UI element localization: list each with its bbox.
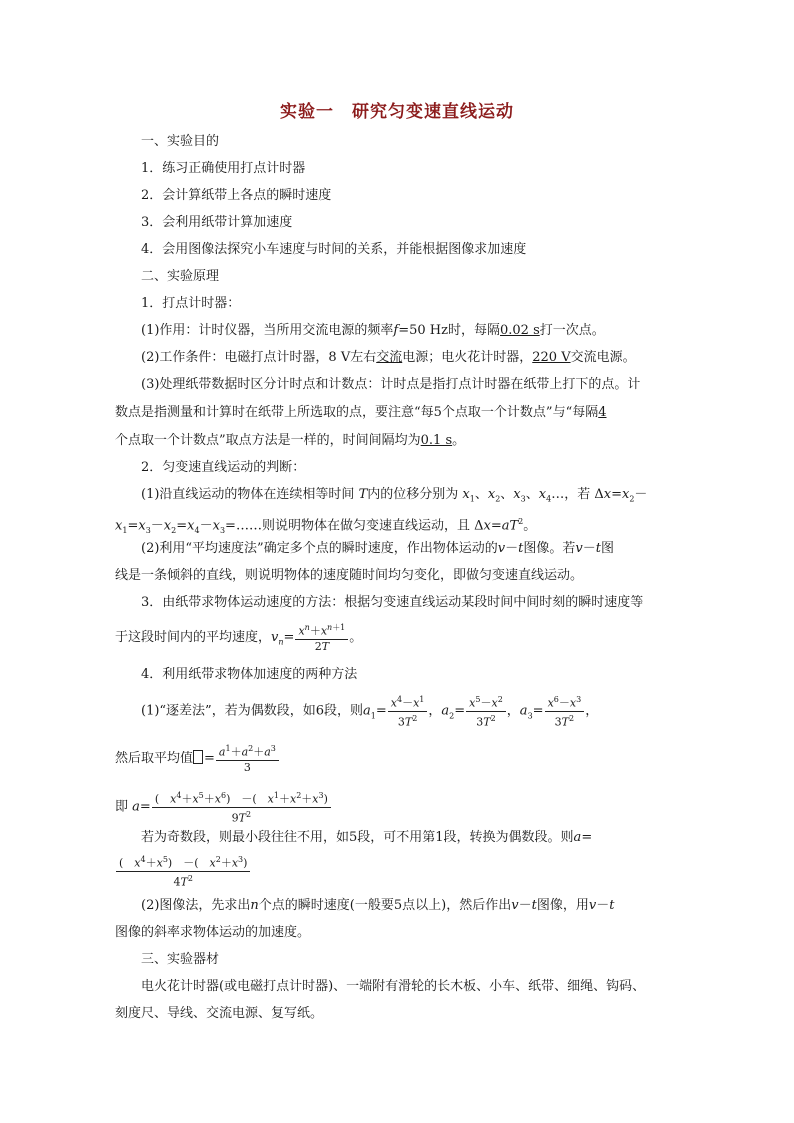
page-title: 实验一 研究匀变速直线运动 <box>280 102 514 122</box>
graph-method-line-1: (2)图像法，先求出n个点的瞬时速度(一般要5点以上)，然后作出v－t图像，用v－t <box>141 898 615 913</box>
velocity-method-line-1: 3．由纸带求物体运动速度的方法：根据匀变速直线运动某段时间中间时刻的瞬时速度等 <box>141 595 644 610</box>
motion-judgement-line-1: (1)沿直线运动的物体在连续相等时间 T内的位移分别为 $x_1$、$x_2$、$x_3$、$x_4\dots$，若 $\Delta x=x_2-$ <box>141 487 648 504</box>
motion-judgement-line-2: $x_1=x_3-x_2=x_4-x_3=\dots\dots$则说明物体在做匀变速直线运动，且 $\Delta x=aT^2$。 <box>115 517 537 535</box>
a3-fraction: $\frac{x^6-x^3}{3T^2}$ <box>545 693 585 729</box>
timer-points-line-1: (3)处理纸带数据时区分计时点和计数点：计时点是指打点计时器在纸带上打下的点。计 <box>141 377 641 392</box>
section-heading-principle: 二、实验原理 <box>141 269 220 284</box>
even-result-line: 即 a= $\frac{( x^4+x^5+x^6) -( x^1+x^2+x^3)}{9T^2}$ <box>115 789 332 825</box>
section-heading-equipment: 三、实验器材 <box>141 952 220 967</box>
average-line: 然后取平均值 = $\frac{a^1+a^2+a^3}{3}$ <box>115 742 280 775</box>
equipment-line-1: 电火花计时器(或电磁打点计时器)、一端附有滑轮的长木板、小车、纸带、细绳、钩码、 <box>141 979 646 994</box>
objective-item-4: 4．会用图像法探究小车速度与时间的关系，并能根据图像求加速度 <box>141 242 527 257</box>
a2-fraction: $\frac{x^5-x^2}{3T^2}$ <box>466 693 506 729</box>
section-heading-objectives: 一、实验目的 <box>141 134 220 149</box>
average-fraction: $\frac{a^1+a^2+a^3}{3}$ <box>216 742 279 775</box>
timer-conditions-line: (2)工作条件：电磁打点计时器，8 V左右交流电源；电火花计时器，220 V交流电源。 <box>141 350 636 365</box>
motion-judgement-line-3: (2)利用“平均速度法”确定多个点的瞬时速度，作出物体运动的v－t图像。若v－t图 <box>141 541 614 556</box>
graph-method-line-2: 图像的斜率求物体运动的加速度。 <box>115 925 311 940</box>
velocity-formula-fraction: $\frac{x^n+x^{n+1}}{2T}$ <box>295 621 348 654</box>
objective-item-1: 1．练习正确使用打点计时器 <box>141 161 306 176</box>
equipment-line-2: 刻度尺、导线、交流电源、复写纸。 <box>115 1006 324 1021</box>
objective-item-2: 2．会计算纸带上各点的瞬时速度 <box>141 188 332 203</box>
timer-points-line-3: 个点取一个计数点”取点方法是一样的，时间间隔均为0.1 s。 <box>115 433 466 448</box>
odd-result-line <box>115 853 251 889</box>
even-result-fraction: $\frac{( x^4+x^5+x^6) -( x^1+x^2+x^3)}{9T^2}$ <box>152 789 331 825</box>
a1-fraction: $\frac{x^4-x^1}{3T^2}$ <box>388 693 428 729</box>
motion-judgement-line-4: 线是一条倾斜的直线，则说明物体的速度随时间均匀变化，即做匀变速直线运动。 <box>115 568 584 583</box>
timer-points-line-2: 数点是指测量和计算时在纸带上所选取的点，要注意“每5个点取一个计数点”与“每隔4 <box>115 405 607 420</box>
a-bar-symbol <box>193 750 203 764</box>
motion-judgement-heading: 2．匀变速直线运动的判断： <box>141 460 306 475</box>
timer-function-line: (1)作用：计时仪器，当所用交流电源的频率f=50 Hz时，每隔0.02 s打一次点。 <box>141 323 605 338</box>
odd-result-fraction: $\frac{( x^4+x^5) -( x^2+x^3)}{4T^2}$ <box>116 853 250 889</box>
acceleration-methods-heading: 4．利用纸带求物体加速度的两种方法 <box>141 667 358 682</box>
timer-heading: 1．打点计时器： <box>141 296 241 311</box>
objective-item-3: 3．会利用纸带计算加速度 <box>141 215 293 230</box>
velocity-method-line-2: 于这段时间内的平均速度，$v_n=$ $\frac{x^n+x^{n+1}}{2T}$ 。 <box>115 623 363 653</box>
difference-method-line: (1)“逐差法”，若为偶数段，如6段，则$a_1=$ $\frac{x^4-x^1}{3T^2}$ ，$a_2=$ $\frac{x^5-x^2}{3T^2}$ ，$a_3=$ $\frac{x^6-x^3}{3T^2}$ ， <box>141 695 599 729</box>
odd-segments-line: 若为奇数段，则最小段往往不用，如5段，可不用第1段，转换为偶数段。则a= <box>141 830 593 845</box>
